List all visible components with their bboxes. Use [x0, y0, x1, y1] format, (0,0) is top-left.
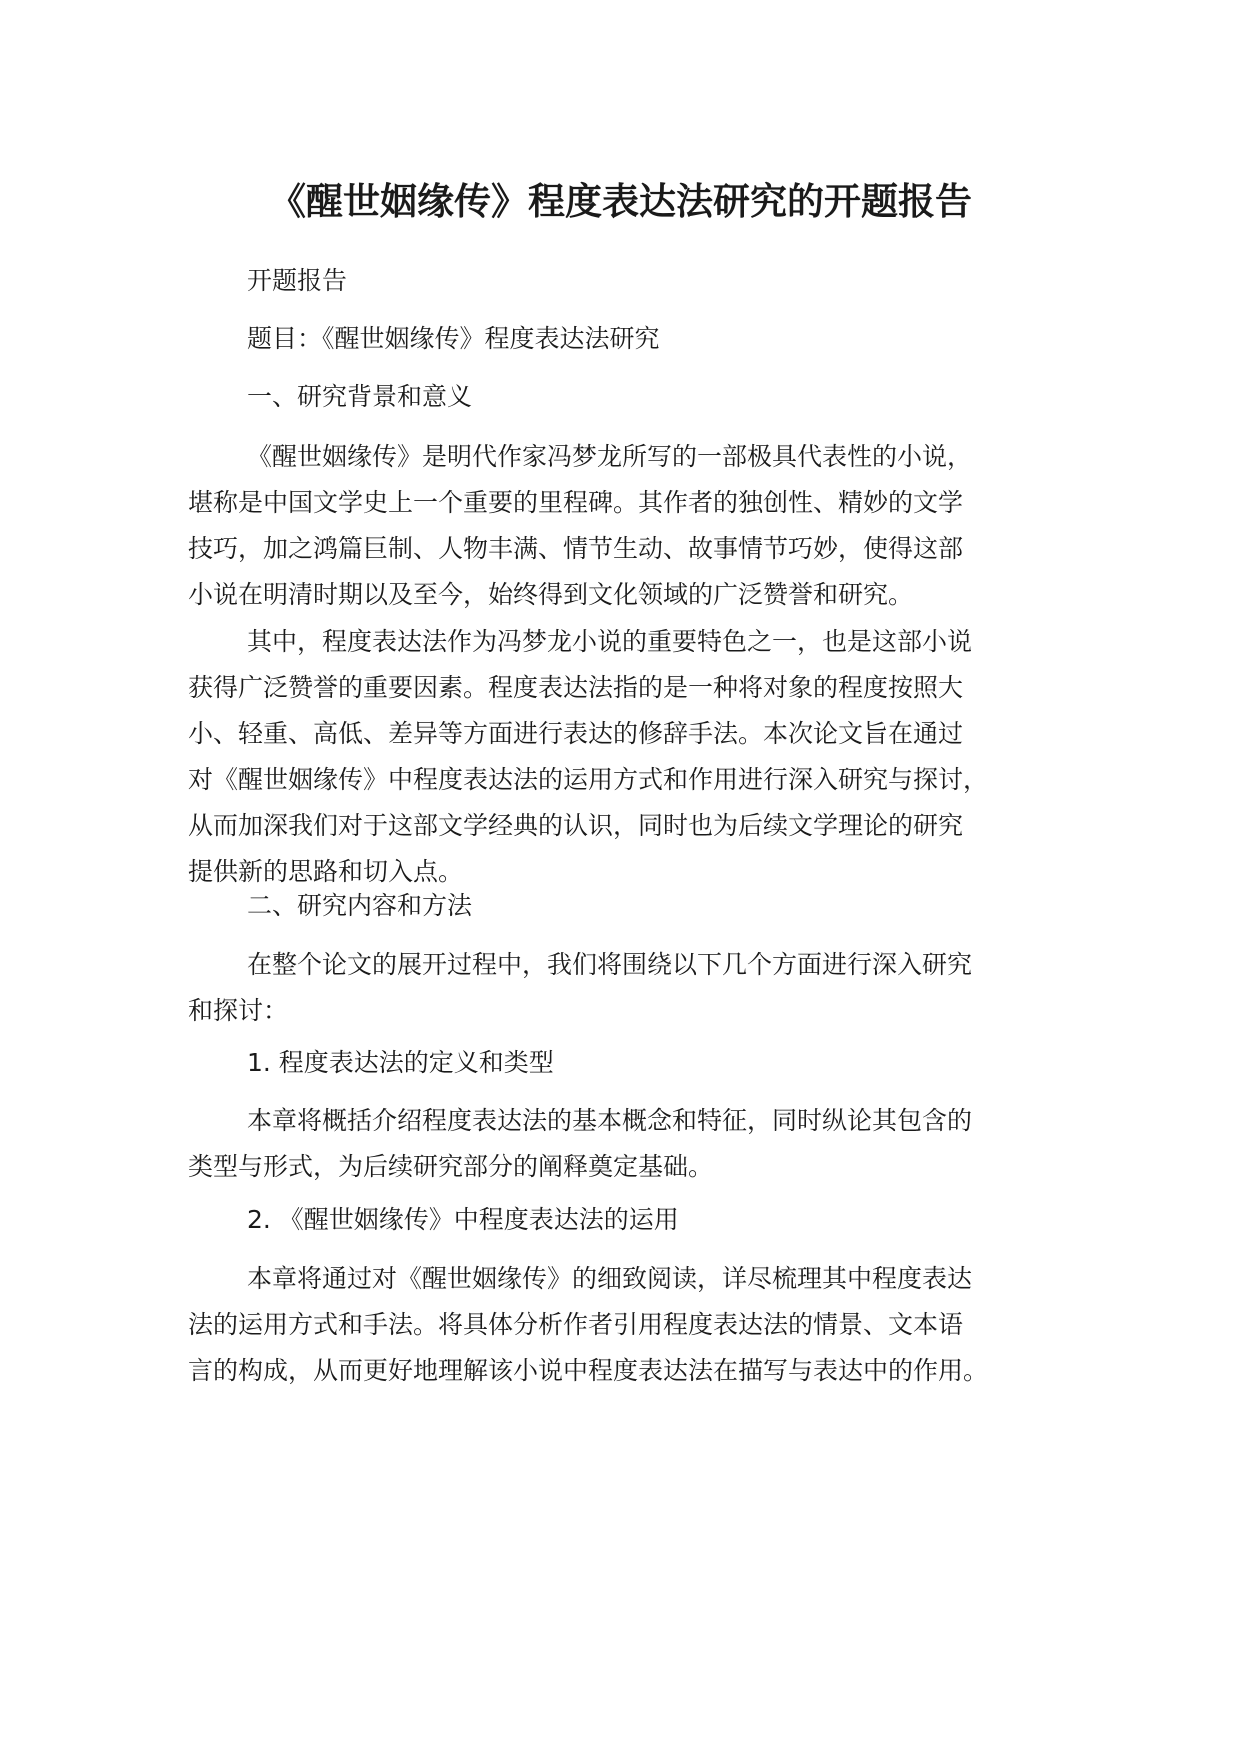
- paragraph-line: 《醒世姻缘传》是明代作家冯梦龙所写的一部极具代表性的小说，: [247, 442, 973, 471]
- document-title: 《醒世姻缘传》程度表达法研究的开题报告: [269, 180, 972, 223]
- paragraph-line: 堪称是中国文学史上一个重要的里程碑。其作者的独创性、精妙的文学: [188, 488, 964, 517]
- paragraph-line: 和探讨：: [188, 996, 289, 1025]
- report-topic-text: 题目：《醒世姻缘传》程度表达法研究: [247, 324, 660, 353]
- section-heading-background-text: 一、研究背景和意义: [247, 382, 473, 411]
- paragraph-significance: [188, 619, 1088, 895]
- section-heading-background: [188, 374, 1088, 420]
- paragraph-line: 本章将概括介绍程度表达法的基本概念和特征，同时纵论其包含的: [247, 1106, 973, 1135]
- paragraph-line: 其中，程度表达法作为冯梦龙小说的重要特色之一，也是这部小说: [247, 627, 973, 656]
- paragraph-line: 法的运用方式和手法。将具体分析作者引用程度表达法的情景、文本语: [188, 1310, 964, 1339]
- item-heading-definition-text: 1. 程度表达法的定义和类型: [247, 1048, 554, 1077]
- section-heading-content-methods: [188, 883, 1088, 929]
- paragraph-background: [188, 434, 1088, 618]
- section-heading-content-methods-text: 二、研究内容和方法: [247, 891, 473, 920]
- paragraph-definition: [188, 1098, 1088, 1190]
- item-heading-definition: [188, 1040, 1088, 1086]
- paragraph-line: 从而加深我们对于这部文学经典的认识，同时也为后续文学理论的研究: [188, 811, 964, 840]
- paragraph-line: 小、轻重、高低、差异等方面进行表达的修辞手法。本次论文旨在通过: [188, 719, 964, 748]
- paragraph-usage: [188, 1256, 1088, 1394]
- paragraph-line: 对《醒世姻缘传》中程度表达法的运用方式和作用进行深入研究与探讨，: [188, 765, 989, 794]
- report-label-text: 开题报告: [247, 266, 348, 295]
- item-heading-usage: [188, 1197, 1088, 1243]
- paragraph-line: 言的构成，从而更好地理解该小说中程度表达法在描写与表达中的作用。: [188, 1356, 989, 1385]
- report-topic: [188, 316, 1088, 362]
- item-heading-usage-text: 2. 《醒世姻缘传》中程度表达法的运用: [247, 1205, 679, 1234]
- paragraph-line: 在整个论文的展开过程中，我们将围绕以下几个方面进行深入研究: [247, 950, 973, 979]
- paragraph-line: 本章将通过对《醒世姻缘传》的细致阅读，详尽梳理其中程度表达: [247, 1264, 973, 1293]
- paragraph-line: 提供新的思路和切入点。: [188, 857, 464, 886]
- paragraph-line: 小说在明清时期以及至今，始终得到文化领域的广泛赞誉和研究。: [188, 580, 914, 609]
- paragraph-line: 技巧，加之鸿篇巨制、人物丰满、情节生动、故事情节巧妙，使得这部: [188, 534, 964, 563]
- report-label: [188, 258, 1088, 304]
- paragraph-line: 类型与形式，为后续研究部分的阐释奠定基础。: [188, 1152, 714, 1181]
- paragraph-line: 获得广泛赞誉的重要因素。程度表达法指的是一种将对象的程度按照大: [188, 673, 964, 702]
- paragraph-intro-methods: [188, 942, 1088, 1034]
